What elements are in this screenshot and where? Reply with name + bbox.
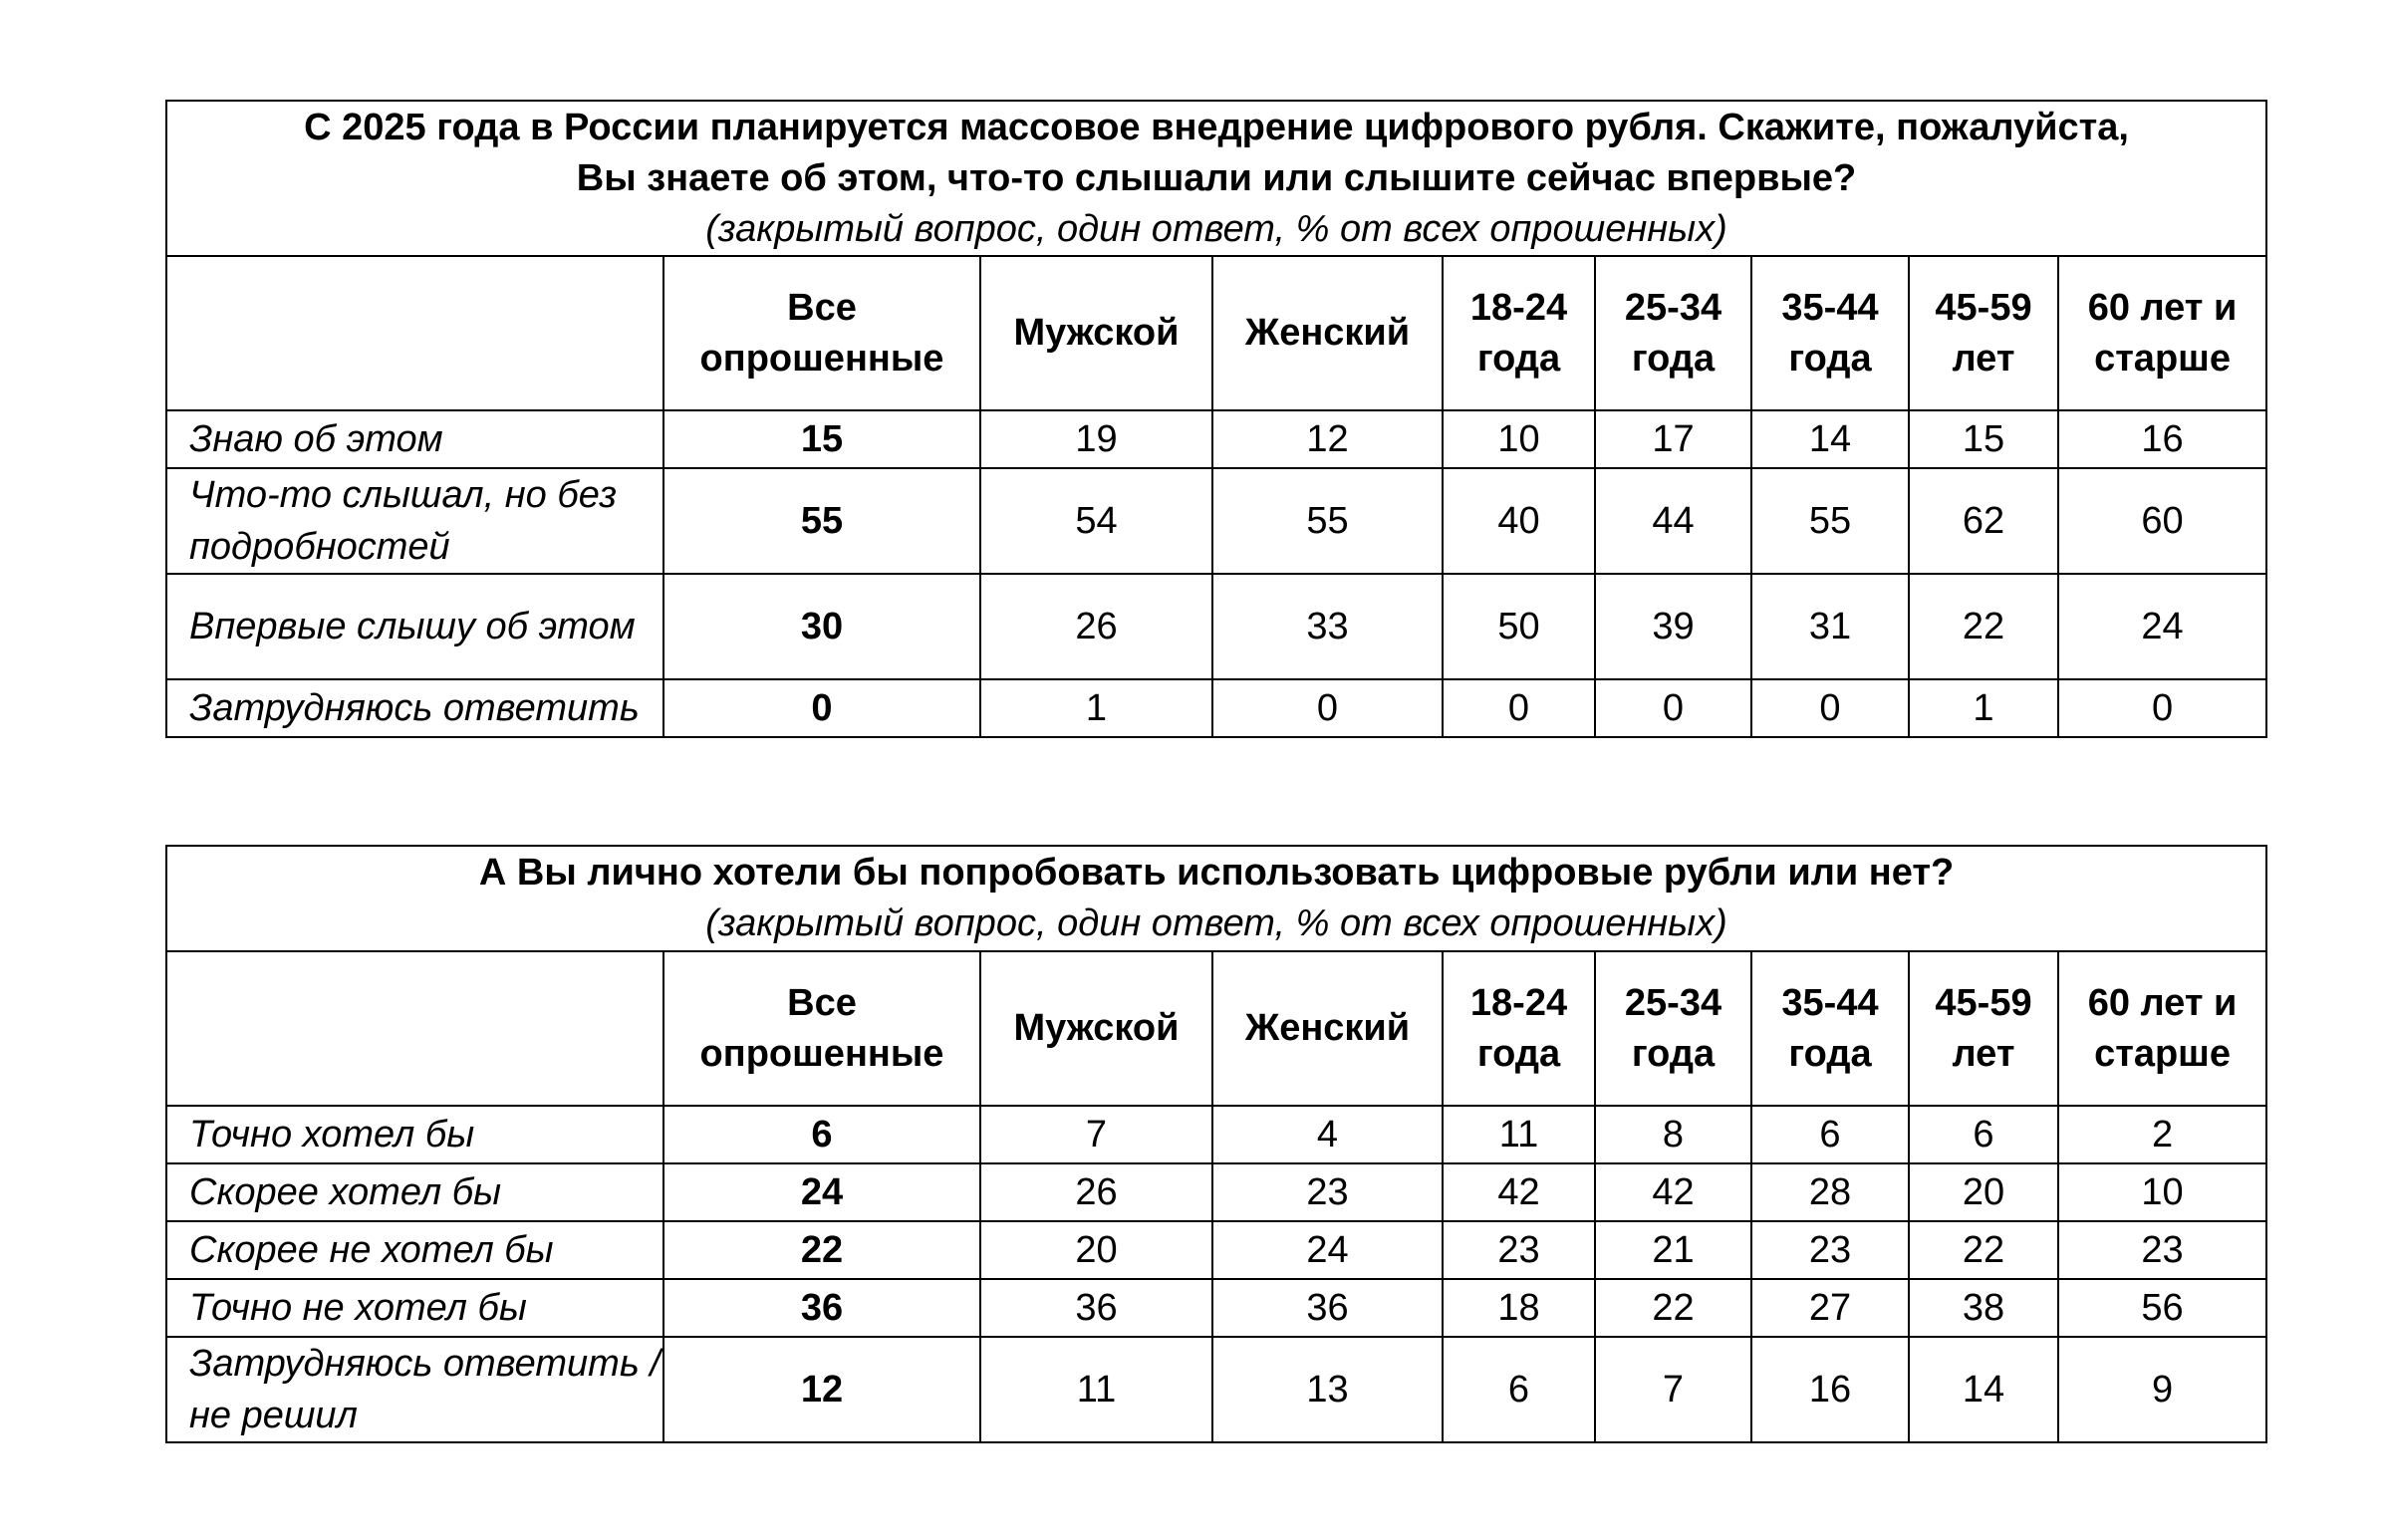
value-cell: 26 bbox=[980, 574, 1212, 679]
empty-header-cell bbox=[166, 256, 663, 410]
value-cell: 55 bbox=[1212, 468, 1443, 574]
value-cell: 16 bbox=[1751, 1337, 1909, 1442]
value-cell: 10 bbox=[1443, 410, 1595, 468]
total-value-cell: 6 bbox=[663, 1106, 980, 1163]
value-cell: 21 bbox=[1595, 1221, 1751, 1279]
value-cell: 16 bbox=[2058, 410, 2266, 468]
value-cell: 1 bbox=[980, 679, 1212, 737]
value-cell: 4 bbox=[1212, 1106, 1443, 1163]
value-cell: 7 bbox=[1595, 1337, 1751, 1442]
value-cell: 18 bbox=[1443, 1279, 1595, 1337]
title-line: Вы знаете об этом, что-то слышали или слышите сейчас впервые? bbox=[576, 156, 1857, 199]
value-cell: 0 bbox=[1443, 679, 1595, 737]
value-cell: 6 bbox=[1751, 1106, 1909, 1163]
column-header: 45-59 лет bbox=[1909, 256, 2058, 410]
table-row bbox=[166, 1163, 2266, 1221]
value-cell: 62 bbox=[1909, 468, 2058, 574]
row-label: Затрудняюсь ответить / не решил bbox=[166, 1337, 663, 1442]
title-line: С 2025 года в России планируется массовое внедрение цифрового рубля. Скажите, пожалуйста, bbox=[304, 106, 2129, 148]
value-cell: 24 bbox=[1212, 1221, 1443, 1279]
total-value-cell: 15 bbox=[663, 410, 980, 468]
table-row bbox=[166, 574, 2266, 679]
value-cell: 11 bbox=[980, 1337, 1212, 1442]
table-row bbox=[166, 1279, 2266, 1337]
value-cell: 0 bbox=[2058, 679, 2266, 737]
column-header: 18-24 года bbox=[1443, 951, 1595, 1106]
column-header: 35-44 года bbox=[1751, 951, 1909, 1106]
value-cell: 9 bbox=[2058, 1337, 2266, 1442]
column-header: 45-59 лет bbox=[1909, 951, 2058, 1106]
value-cell: 20 bbox=[980, 1221, 1212, 1279]
column-header: 60 лет и старше bbox=[2058, 256, 2266, 410]
value-cell: 42 bbox=[1443, 1163, 1595, 1221]
value-cell: 13 bbox=[1212, 1337, 1443, 1442]
value-cell: 24 bbox=[2058, 574, 2266, 679]
table-subtitle: (закрытый вопрос, один ответ, % от всех опрошенных) bbox=[705, 902, 1727, 944]
row-label: Скорее не хотел бы bbox=[166, 1221, 663, 1279]
column-header: Все опрошенные bbox=[663, 256, 980, 410]
value-cell: 36 bbox=[980, 1279, 1212, 1337]
table-row bbox=[166, 1337, 2266, 1442]
value-cell: 38 bbox=[1909, 1279, 2058, 1337]
table-subtitle: (закрытый вопрос, один ответ, % от всех опрошенных) bbox=[705, 207, 1727, 250]
value-cell: 22 bbox=[1909, 574, 2058, 679]
value-cell: 12 bbox=[1212, 410, 1443, 468]
column-header: Мужской bbox=[980, 256, 1212, 410]
total-value-cell: 24 bbox=[663, 1163, 980, 1221]
row-label: Скорее хотел бы bbox=[166, 1163, 663, 1221]
value-cell: 0 bbox=[1212, 679, 1443, 737]
value-cell: 0 bbox=[1595, 679, 1751, 737]
column-header: 25-34 года bbox=[1595, 256, 1751, 410]
total-value-cell: 22 bbox=[663, 1221, 980, 1279]
header-row bbox=[166, 256, 2266, 410]
row-label: Точно не хотел бы bbox=[166, 1279, 663, 1337]
value-cell: 36 bbox=[1212, 1279, 1443, 1337]
column-header: Женский bbox=[1212, 951, 1443, 1106]
value-cell: 42 bbox=[1595, 1163, 1751, 1221]
total-value-cell: 36 bbox=[663, 1279, 980, 1337]
row-label: Впервые слышу об этом bbox=[166, 574, 663, 679]
awareness-table bbox=[165, 100, 2267, 738]
value-cell: 10 bbox=[2058, 1163, 2266, 1221]
value-cell: 40 bbox=[1443, 468, 1595, 574]
value-cell: 39 bbox=[1595, 574, 1751, 679]
value-cell: 28 bbox=[1751, 1163, 1909, 1221]
total-value-cell: 30 bbox=[663, 574, 980, 679]
value-cell: 54 bbox=[980, 468, 1212, 574]
value-cell: 26 bbox=[980, 1163, 1212, 1221]
table-row bbox=[166, 1106, 2266, 1163]
value-cell: 23 bbox=[1443, 1221, 1595, 1279]
value-cell: 2 bbox=[2058, 1106, 2266, 1163]
value-cell: 15 bbox=[1909, 410, 2058, 468]
title-line: А Вы лично хотели бы попробовать использовать цифровые рубли или нет? bbox=[478, 852, 1955, 894]
total-value-cell: 0 bbox=[663, 679, 980, 737]
table-title bbox=[166, 101, 2266, 256]
column-header: 18-24 года bbox=[1443, 256, 1595, 410]
value-cell: 60 bbox=[2058, 468, 2266, 574]
row-label: Знаю об этом bbox=[166, 410, 663, 468]
table-row bbox=[166, 1221, 2266, 1279]
value-cell: 7 bbox=[980, 1106, 1212, 1163]
value-cell: 22 bbox=[1909, 1221, 2058, 1279]
column-header: Женский bbox=[1212, 256, 1443, 410]
value-cell: 55 bbox=[1751, 468, 1909, 574]
table-row bbox=[166, 410, 2266, 468]
empty-header-cell bbox=[166, 951, 663, 1106]
table-title bbox=[166, 846, 2266, 951]
row-label: Что-то слышал, но без подробностей bbox=[166, 468, 663, 574]
total-value-cell: 55 bbox=[663, 468, 980, 574]
willingness-table bbox=[165, 845, 2267, 1443]
table-row bbox=[166, 679, 2266, 737]
value-cell: 20 bbox=[1909, 1163, 2058, 1221]
value-cell: 50 bbox=[1443, 574, 1595, 679]
column-header: Мужской bbox=[980, 951, 1212, 1106]
value-cell: 44 bbox=[1595, 468, 1751, 574]
header-row bbox=[166, 951, 2266, 1106]
column-header: 25-34 года bbox=[1595, 951, 1751, 1106]
value-cell: 56 bbox=[2058, 1279, 2266, 1337]
value-cell: 1 bbox=[1909, 679, 2058, 737]
table-row bbox=[166, 468, 2266, 574]
value-cell: 17 bbox=[1595, 410, 1751, 468]
value-cell: 23 bbox=[2058, 1221, 2266, 1279]
value-cell: 27 bbox=[1751, 1279, 1909, 1337]
column-header: Все опрошенные bbox=[663, 951, 980, 1106]
row-label: Затрудняюсь ответить bbox=[166, 679, 663, 737]
value-cell: 0 bbox=[1751, 679, 1909, 737]
value-cell: 19 bbox=[980, 410, 1212, 468]
value-cell: 33 bbox=[1212, 574, 1443, 679]
column-header: 60 лет и старше bbox=[2058, 951, 2266, 1106]
value-cell: 22 bbox=[1595, 1279, 1751, 1337]
value-cell: 11 bbox=[1443, 1106, 1595, 1163]
value-cell: 6 bbox=[1909, 1106, 2058, 1163]
value-cell: 31 bbox=[1751, 574, 1909, 679]
column-header: 35-44 года bbox=[1751, 256, 1909, 410]
row-label: Точно хотел бы bbox=[166, 1106, 663, 1163]
value-cell: 23 bbox=[1751, 1221, 1909, 1279]
value-cell: 14 bbox=[1909, 1337, 2058, 1442]
value-cell: 23 bbox=[1212, 1163, 1443, 1221]
value-cell: 6 bbox=[1443, 1337, 1595, 1442]
value-cell: 14 bbox=[1751, 410, 1909, 468]
total-value-cell: 12 bbox=[663, 1337, 980, 1442]
value-cell: 8 bbox=[1595, 1106, 1751, 1163]
